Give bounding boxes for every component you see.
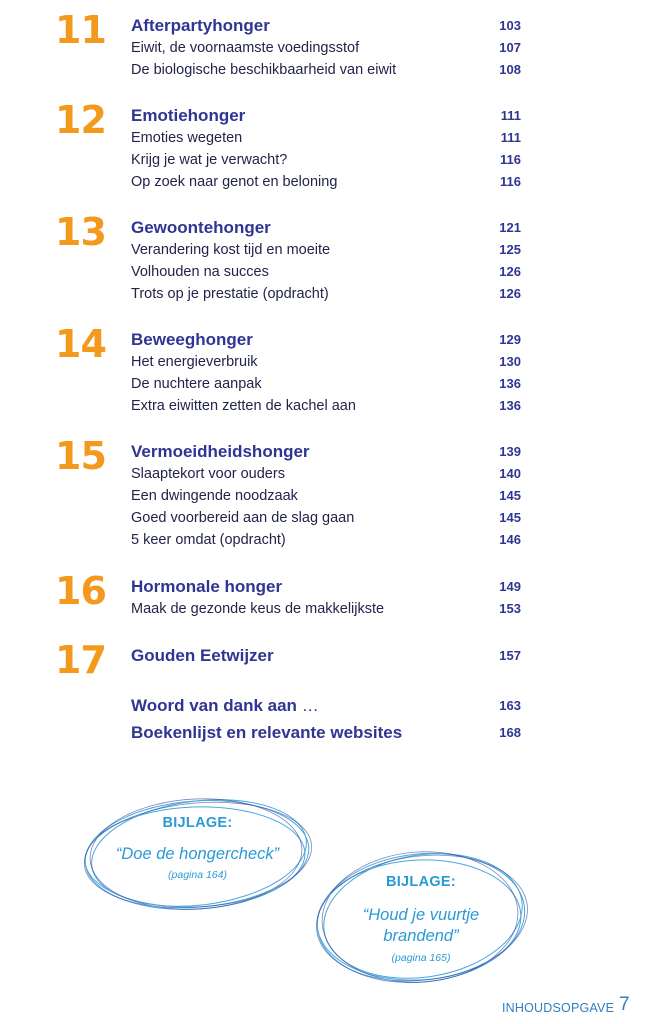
section-title: Slaaptekort voor ouders	[131, 466, 285, 482]
footer-section-label: INHOUDSOPGAVE	[502, 1001, 615, 1015]
section-entry[interactable]	[131, 242, 521, 264]
page-number: 121	[499, 220, 521, 235]
appendix-title: “Doe de hongercheck”	[115, 845, 280, 863]
chapter-number: 14	[55, 322, 106, 366]
chapter-heading[interactable]	[131, 18, 521, 40]
page-number: 145	[499, 488, 521, 503]
chapter-title: Beweeghonger	[131, 330, 253, 349]
section-entry[interactable]	[131, 130, 521, 152]
chapter-title: Afterpartyhonger	[131, 16, 270, 35]
page-number: 126	[499, 286, 521, 301]
appendix-page-ref: (pagina 164)	[168, 869, 227, 881]
section-entry[interactable]	[131, 510, 521, 532]
page-number: 149	[499, 579, 521, 594]
page-number: 140	[499, 466, 521, 481]
section-entry[interactable]	[131, 376, 521, 398]
appendix-bubble-vuurtje[interactable]	[312, 848, 530, 988]
section-title: Trots op je prestatie (opdracht)	[131, 286, 329, 302]
page-number: 157	[499, 648, 521, 663]
chapter-title: Gewoontehonger	[131, 218, 271, 237]
page-number: 139	[499, 444, 521, 459]
page-number: 168	[499, 725, 521, 740]
section-title: Een dwingende noodzaak	[131, 488, 298, 504]
chapter-number: 11	[55, 8, 106, 52]
page-number: 130	[499, 354, 521, 369]
page-number: 108	[499, 62, 521, 77]
section-title: 5 keer omdat (opdracht)	[131, 532, 286, 548]
entry-title: Woord van dank aan …	[131, 696, 319, 715]
page-number: 145	[499, 510, 521, 525]
section-title: Op zoek naar genot en beloning	[131, 174, 338, 190]
appendix-page-ref: (pagina 165)	[391, 952, 451, 964]
section-entry[interactable]	[131, 398, 521, 420]
page-number: 103	[499, 18, 521, 33]
chapter-heading[interactable]	[131, 444, 521, 466]
page-number: 129	[499, 332, 521, 347]
section-title: Extra eiwitten zetten de kachel aan	[131, 398, 356, 414]
section-entry[interactable]	[131, 264, 521, 286]
section-entry[interactable]	[131, 354, 521, 376]
page-number: 116	[500, 174, 521, 189]
chapter-title: Gouden Eetwijzer	[131, 646, 274, 665]
section-entry[interactable]	[131, 466, 521, 488]
chapter-heading[interactable]	[131, 332, 521, 354]
page-number: 126	[499, 264, 521, 279]
section-entry[interactable]	[131, 152, 521, 174]
chapter-heading[interactable]	[131, 108, 521, 130]
section-title: Eiwit, de voornaamste voedingsstof	[131, 40, 360, 56]
chapter-number: 17	[55, 638, 106, 682]
appendix-label: BIJLAGE:	[385, 874, 457, 890]
chapter-heading[interactable]	[131, 579, 521, 601]
section-entry[interactable]	[131, 488, 521, 510]
page-number: 111	[500, 130, 521, 145]
chapter-heading[interactable]	[131, 648, 521, 670]
chapter-number: 16	[55, 569, 106, 613]
page-number: 111	[500, 108, 521, 123]
chapter-heading[interactable]	[131, 220, 521, 242]
appendix-label: BIJLAGE:	[162, 815, 233, 831]
appendix-bubble-hongercheck[interactable]	[80, 795, 315, 915]
chapter-number: 12	[55, 98, 106, 142]
page-number: 107	[499, 40, 521, 55]
entry-title: Boekenlijst en relevante websites	[131, 723, 403, 742]
page-number: 163	[499, 698, 521, 713]
chapter-number: 15	[55, 434, 106, 478]
section-title: Maak de gezonde keus de makkelijkste	[131, 601, 385, 617]
appendix-title-line-2: brandend”	[383, 927, 459, 945]
section-title: Volhouden na succes	[131, 264, 269, 280]
toc-entry-booklist[interactable]	[131, 725, 521, 747]
section-entry[interactable]	[131, 174, 521, 196]
footer-page-number: 7	[619, 994, 630, 1015]
section-entry[interactable]	[131, 532, 521, 554]
section-entry[interactable]	[131, 601, 521, 623]
page-number: 146	[499, 532, 521, 547]
chapter-title: Hormonale honger	[131, 577, 283, 596]
section-title: Krijg je wat je verwacht?	[131, 152, 288, 168]
section-entry[interactable]	[131, 62, 521, 84]
page-number: 116	[500, 152, 521, 167]
page-number: 136	[499, 398, 521, 413]
chapter-number: 13	[55, 210, 106, 254]
toc-entry-acknowledgements[interactable]	[131, 698, 521, 720]
section-title: Het energieverbruik	[131, 354, 258, 370]
section-title: Goed voorbereid aan de slag gaan	[131, 510, 355, 526]
section-entry[interactable]	[131, 40, 521, 62]
section-title: Verandering kost tijd en moeite	[131, 242, 331, 258]
section-title: De nuchtere aanpak	[131, 376, 262, 392]
page-number: 136	[499, 376, 521, 391]
chapter-title: Vermoeidheidshonger	[131, 442, 310, 461]
chapter-title: Emotiehonger	[131, 106, 246, 125]
section-title: Emoties wegeten	[131, 130, 243, 146]
page-number: 153	[499, 601, 521, 616]
section-title: De biologische beschikbaarheid van eiwit	[131, 62, 397, 78]
section-entry[interactable]	[131, 286, 521, 308]
page-number: 125	[499, 242, 521, 257]
appendix-title-line-1: “Houd je vuurtje	[362, 906, 480, 924]
